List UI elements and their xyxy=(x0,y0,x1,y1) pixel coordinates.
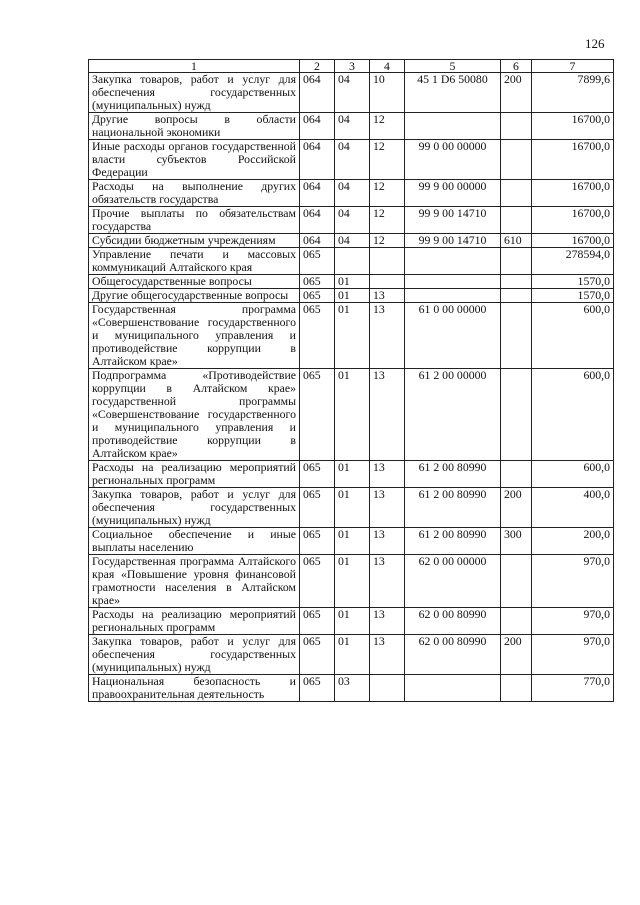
code-cell-4: 12 xyxy=(370,207,405,234)
amount-cell: 16700,0 xyxy=(532,140,614,180)
code-cell-6 xyxy=(501,113,532,140)
amount-cell: 16700,0 xyxy=(532,207,614,234)
code-cell-3: 04 xyxy=(335,73,370,113)
code-cell-2: 065 xyxy=(300,289,335,303)
table-row xyxy=(89,275,614,289)
table-row xyxy=(89,461,614,488)
code-cell-5 xyxy=(405,275,501,289)
code-cell-6 xyxy=(501,140,532,180)
code-cell-3: 01 xyxy=(335,635,370,675)
code-cell-2: 064 xyxy=(300,140,335,180)
code-cell-4: 12 xyxy=(370,234,405,248)
code-cell-5 xyxy=(405,289,501,303)
code-cell-5: 61 2 00 80990 xyxy=(405,528,501,555)
code-cell-4 xyxy=(370,275,405,289)
row-name-cell: Подпрограмма «Противодействие коррупции в Алтайском крае» государственной программы «Совершенствование государственного и муниципального управления и противодействие коррупции в Алтайском крае» xyxy=(89,369,300,461)
code-cell-5: 99 0 00 00000 xyxy=(405,140,501,180)
code-cell-5: 99 9 00 00000 xyxy=(405,180,501,207)
column-header: 5 xyxy=(405,60,501,73)
column-header: 7 xyxy=(532,60,614,73)
code-cell-4 xyxy=(370,675,405,702)
code-cell-3: 01 xyxy=(335,303,370,369)
row-name-cell: Расходы на выполнение других обязательств государства xyxy=(89,180,300,207)
code-cell-3: 01 xyxy=(335,608,370,635)
code-cell-6 xyxy=(501,461,532,488)
amount-cell: 770,0 xyxy=(532,675,614,702)
row-name-cell: Другие вопросы в области национальной экономики xyxy=(89,113,300,140)
code-cell-2: 065 xyxy=(300,675,335,702)
row-name-cell: Субсидии бюджетным учреждениям xyxy=(89,234,300,248)
code-cell-5: 61 2 00 80990 xyxy=(405,461,501,488)
code-cell-2: 064 xyxy=(300,207,335,234)
code-cell-6 xyxy=(501,675,532,702)
column-header: 4 xyxy=(370,60,405,73)
row-name-cell: Расходы на реализацию мероприятий региональных программ xyxy=(89,461,300,488)
code-cell-3: 01 xyxy=(335,555,370,608)
code-cell-4: 13 xyxy=(370,289,405,303)
table-row xyxy=(89,289,614,303)
code-cell-3: 01 xyxy=(335,528,370,555)
code-cell-3: 01 xyxy=(335,488,370,528)
code-cell-5: 45 1 D6 50080 xyxy=(405,73,501,113)
code-cell-2: 065 xyxy=(300,369,335,461)
code-cell-5 xyxy=(405,675,501,702)
page-number: 126 xyxy=(585,36,605,51)
amount-cell: 16700,0 xyxy=(532,180,614,207)
row-name-cell: Государственная программа Алтайского края «Повышение уровня финансовой грамотности населения в Алтайском крае» xyxy=(89,555,300,608)
code-cell-6: 300 xyxy=(501,528,532,555)
amount-cell: 970,0 xyxy=(532,635,614,675)
code-cell-5: 61 2 00 80990 xyxy=(405,488,501,528)
code-cell-4: 13 xyxy=(370,488,405,528)
code-cell-2: 065 xyxy=(300,635,335,675)
table-row xyxy=(89,234,614,248)
code-cell-5: 61 0 00 00000 xyxy=(405,303,501,369)
amount-cell: 600,0 xyxy=(532,303,614,369)
budget-table xyxy=(88,59,614,702)
table-row xyxy=(89,140,614,180)
code-cell-4: 13 xyxy=(370,635,405,675)
code-cell-2: 065 xyxy=(300,248,335,275)
row-name-cell: Другие общегосударственные вопросы xyxy=(89,289,300,303)
code-cell-4: 13 xyxy=(370,608,405,635)
code-cell-6 xyxy=(501,248,532,275)
code-cell-2: 064 xyxy=(300,180,335,207)
code-cell-5: 62 0 00 80990 xyxy=(405,635,501,675)
amount-cell: 600,0 xyxy=(532,369,614,461)
row-name-cell: Общегосударственные вопросы xyxy=(89,275,300,289)
table-row xyxy=(89,207,614,234)
row-name-cell: Государственная программа «Совершенствование государственного и муниципального управления и противодействие коррупции в Алтайском крае» xyxy=(89,303,300,369)
table-row xyxy=(89,180,614,207)
code-cell-2: 065 xyxy=(300,303,335,369)
code-cell-3: 01 xyxy=(335,275,370,289)
code-cell-6 xyxy=(501,303,532,369)
amount-cell: 1570,0 xyxy=(532,275,614,289)
table-row xyxy=(89,73,614,113)
header-row xyxy=(89,60,614,73)
code-cell-4: 13 xyxy=(370,369,405,461)
code-cell-2: 065 xyxy=(300,275,335,289)
amount-cell: 278594,0 xyxy=(532,248,614,275)
code-cell-5: 62 0 00 00000 xyxy=(405,555,501,608)
row-name-cell: Закупка товаров, работ и услуг для обеспечения государственных (муниципальных) нужд xyxy=(89,488,300,528)
table-row xyxy=(89,113,614,140)
row-name-cell: Закупка товаров, работ и услуг для обеспечения государственных (муниципальных) нужд xyxy=(89,635,300,675)
code-cell-5: 61 2 00 00000 xyxy=(405,369,501,461)
table-row xyxy=(89,555,614,608)
code-cell-3: 04 xyxy=(335,234,370,248)
row-name-cell: Расходы на реализацию мероприятий региональных программ xyxy=(89,608,300,635)
code-cell-4: 13 xyxy=(370,461,405,488)
code-cell-5: 99 9 00 14710 xyxy=(405,234,501,248)
code-cell-6 xyxy=(501,608,532,635)
code-cell-6: 200 xyxy=(501,73,532,113)
code-cell-6 xyxy=(501,369,532,461)
code-cell-2: 065 xyxy=(300,555,335,608)
code-cell-4: 13 xyxy=(370,303,405,369)
row-name-cell: Управление печати и массовых коммуникаций Алтайского края xyxy=(89,248,300,275)
amount-cell: 970,0 xyxy=(532,555,614,608)
table-row xyxy=(89,303,614,369)
column-header: 3 xyxy=(335,60,370,73)
column-header: 6 xyxy=(501,60,532,73)
code-cell-4: 10 xyxy=(370,73,405,113)
code-cell-5 xyxy=(405,248,501,275)
code-cell-4: 12 xyxy=(370,113,405,140)
code-cell-6: 200 xyxy=(501,488,532,528)
table-row xyxy=(89,369,614,461)
code-cell-2: 064 xyxy=(300,113,335,140)
amount-cell: 400,0 xyxy=(532,488,614,528)
table-row xyxy=(89,528,614,555)
code-cell-3: 04 xyxy=(335,113,370,140)
row-name-cell: Национальная безопасность и правоохранительная деятельность xyxy=(89,675,300,702)
table-body xyxy=(89,73,614,702)
amount-cell: 200,0 xyxy=(532,528,614,555)
table-header xyxy=(89,60,614,73)
code-cell-2: 065 xyxy=(300,461,335,488)
code-cell-4: 12 xyxy=(370,180,405,207)
code-cell-2: 064 xyxy=(300,234,335,248)
code-cell-3 xyxy=(335,248,370,275)
code-cell-3: 04 xyxy=(335,140,370,180)
amount-cell: 600,0 xyxy=(532,461,614,488)
amount-cell: 7899,6 xyxy=(532,73,614,113)
code-cell-3: 03 xyxy=(335,675,370,702)
row-name-cell: Иные расходы органов государственной власти субъектов Российской Федерации xyxy=(89,140,300,180)
table-row xyxy=(89,248,614,275)
code-cell-3: 04 xyxy=(335,207,370,234)
code-cell-4: 13 xyxy=(370,555,405,608)
code-cell-6: 610 xyxy=(501,234,532,248)
code-cell-2: 064 xyxy=(300,73,335,113)
row-name-cell: Социальное обеспечение и иные выплаты населению xyxy=(89,528,300,555)
code-cell-4: 12 xyxy=(370,140,405,180)
code-cell-6 xyxy=(501,275,532,289)
amount-cell: 970,0 xyxy=(532,608,614,635)
table-row xyxy=(89,675,614,702)
code-cell-2: 065 xyxy=(300,488,335,528)
code-cell-3: 01 xyxy=(335,369,370,461)
code-cell-6: 200 xyxy=(501,635,532,675)
code-cell-4: 13 xyxy=(370,528,405,555)
column-header: 2 xyxy=(300,60,335,73)
code-cell-3: 04 xyxy=(335,180,370,207)
code-cell-4 xyxy=(370,248,405,275)
code-cell-3: 01 xyxy=(335,461,370,488)
amount-cell: 16700,0 xyxy=(532,113,614,140)
code-cell-5: 99 9 00 14710 xyxy=(405,207,501,234)
table-row xyxy=(89,635,614,675)
table-row xyxy=(89,608,614,635)
code-cell-5: 62 0 00 80990 xyxy=(405,608,501,635)
amount-cell: 1570,0 xyxy=(532,289,614,303)
table-row xyxy=(89,488,614,528)
amount-cell: 16700,0 xyxy=(532,234,614,248)
code-cell-2: 065 xyxy=(300,608,335,635)
column-header: 1 xyxy=(89,60,300,73)
code-cell-2: 065 xyxy=(300,528,335,555)
code-cell-5 xyxy=(405,113,501,140)
code-cell-6 xyxy=(501,555,532,608)
row-name-cell: Закупка товаров, работ и услуг для обеспечения государственных (муниципальных) нужд xyxy=(89,73,300,113)
code-cell-6 xyxy=(501,289,532,303)
code-cell-3: 01 xyxy=(335,289,370,303)
code-cell-6 xyxy=(501,180,532,207)
code-cell-6 xyxy=(501,207,532,234)
row-name-cell: Прочие выплаты по обязательствам государства xyxy=(89,207,300,234)
